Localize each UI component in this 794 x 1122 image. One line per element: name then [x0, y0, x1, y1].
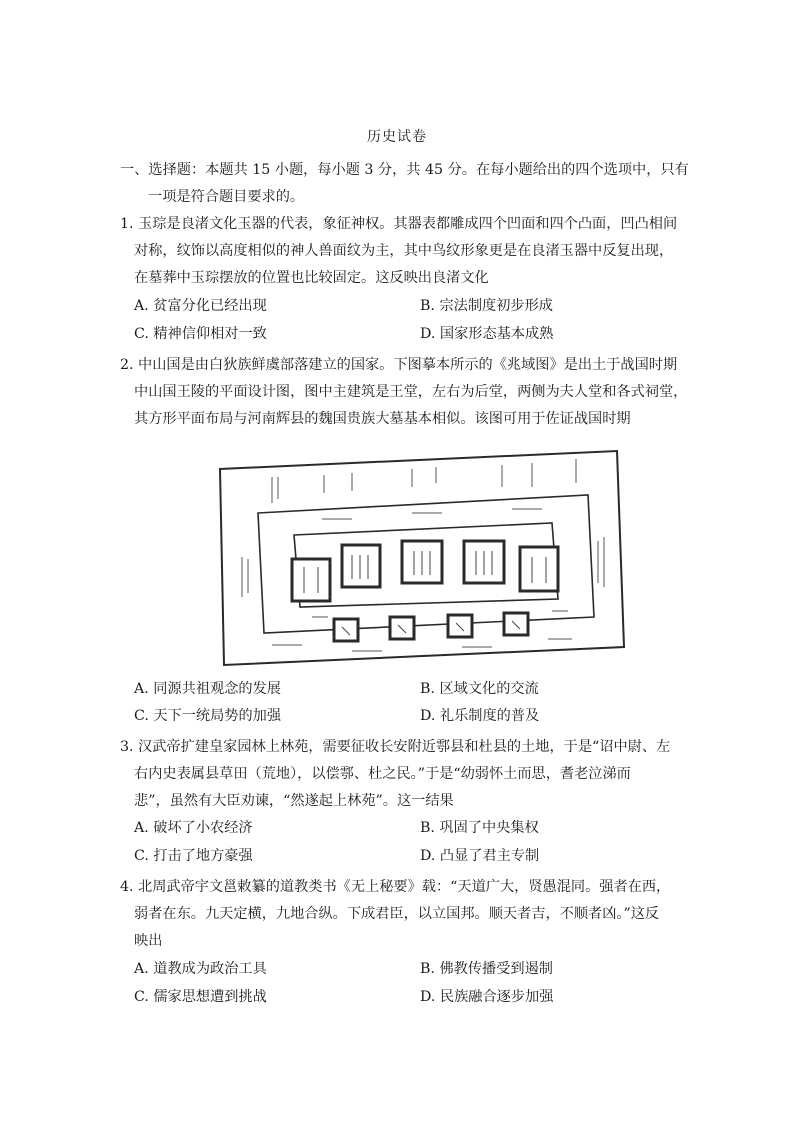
- q2-option-b[interactable]: B. 区域文化的交流: [420, 681, 539, 697]
- q3-option-b[interactable]: B. 巩固了中央集权: [420, 820, 539, 836]
- q1-option-a[interactable]: A. 贫富分化已经出现: [134, 298, 267, 314]
- section-heading-line1: 一、选择题：本题共 15 小题，每小题 3 分，共 45 分。在每小题给出的四个选项中，只有: [120, 162, 689, 178]
- q4-option-a[interactable]: A. 道教成为政治工具: [134, 961, 267, 977]
- page-title: 历史试卷: [367, 129, 427, 145]
- q1-option-b[interactable]: B. 宗法制度初步形成: [420, 298, 553, 314]
- q2-line2: 中山国王陵的平面设计图，图中主建筑是王堂，左右为后堂，两侧为夫人堂和各式祠堂，: [134, 384, 688, 400]
- q4-option-b[interactable]: B. 佛教传播受到遏制: [420, 961, 553, 977]
- zhaoyu-map-figure: [212, 447, 627, 667]
- q4-line2: 弱者在东。九天定横，九地合纵。下成君臣，以立国邦。顺天者吉，不顺者凶。”这反: [134, 906, 660, 922]
- q1-line3: 在墓葬中玉琮摆放的位置也比较固定。这反映出良渚文化: [134, 270, 489, 286]
- q1-option-d[interactable]: D. 国家形态基本成熟: [420, 326, 554, 342]
- q1-line1: 1. 玉琮是良渚文化玉器的代表，象征神权。其器表都雕成四个凹面和四个凸面，凹凸相间: [120, 216, 678, 232]
- section-heading-line2: 一项是符合题目要求的。: [148, 189, 305, 205]
- q3-option-a[interactable]: A. 破坏了小农经济: [134, 820, 253, 836]
- zhaoyu-map-drawing: [212, 447, 627, 667]
- q3-line2: 右内史表属县草田（荒地），以偿鄠、杜之民。”于是“幼弱怀土而思，耆老泣涕而: [134, 766, 631, 782]
- q3-line1: 3. 汉武帝扩建皇家园林上林苑，需要征收长安附近鄠县和杜县的土地，于是“诏中尉、左: [120, 739, 671, 755]
- q2-option-c[interactable]: C. 天下一统局势的加强: [134, 708, 282, 724]
- q4-line1: 4. 北周武帝宇文邕敕纂的道教类书《无上秘要》载：“天道广大，贤愚混同。强者在西，: [120, 879, 671, 895]
- q2-option-d[interactable]: D. 礼乐制度的普及: [420, 708, 540, 724]
- q2-option-a[interactable]: A. 同源共祖观念的发展: [134, 681, 281, 697]
- q4-line3: 映出: [134, 933, 163, 949]
- q4-option-c[interactable]: C. 儒家思想遭到挑战: [134, 989, 267, 1005]
- q3-line3: 悲”，虽然有大臣劝谏，“然遂起上林苑”。这一结果: [134, 793, 454, 809]
- q3-option-c[interactable]: C. 打击了地方豪强: [134, 848, 253, 864]
- q3-option-d[interactable]: D. 凸显了君主专制: [420, 848, 540, 864]
- q2-line3: 其方形平面布局与河南辉县的魏国贵族大墓基本相似。该图可用于佐证战国时期: [134, 411, 631, 427]
- q1-option-c[interactable]: C. 精神信仰相对一致: [134, 326, 267, 342]
- q4-option-d[interactable]: D. 民族融合逐步加强: [420, 989, 554, 1005]
- q2-line1: 2. 中山国是由白狄族鲜虞部落建立的国家。下图摹本所示的《兆域图》是出土于战国时期: [120, 357, 678, 373]
- q1-line2: 对称，纹饰以高度相似的神人兽面纹为主，其中鸟纹形象更是在良渚玉器中反复出现，: [134, 243, 674, 259]
